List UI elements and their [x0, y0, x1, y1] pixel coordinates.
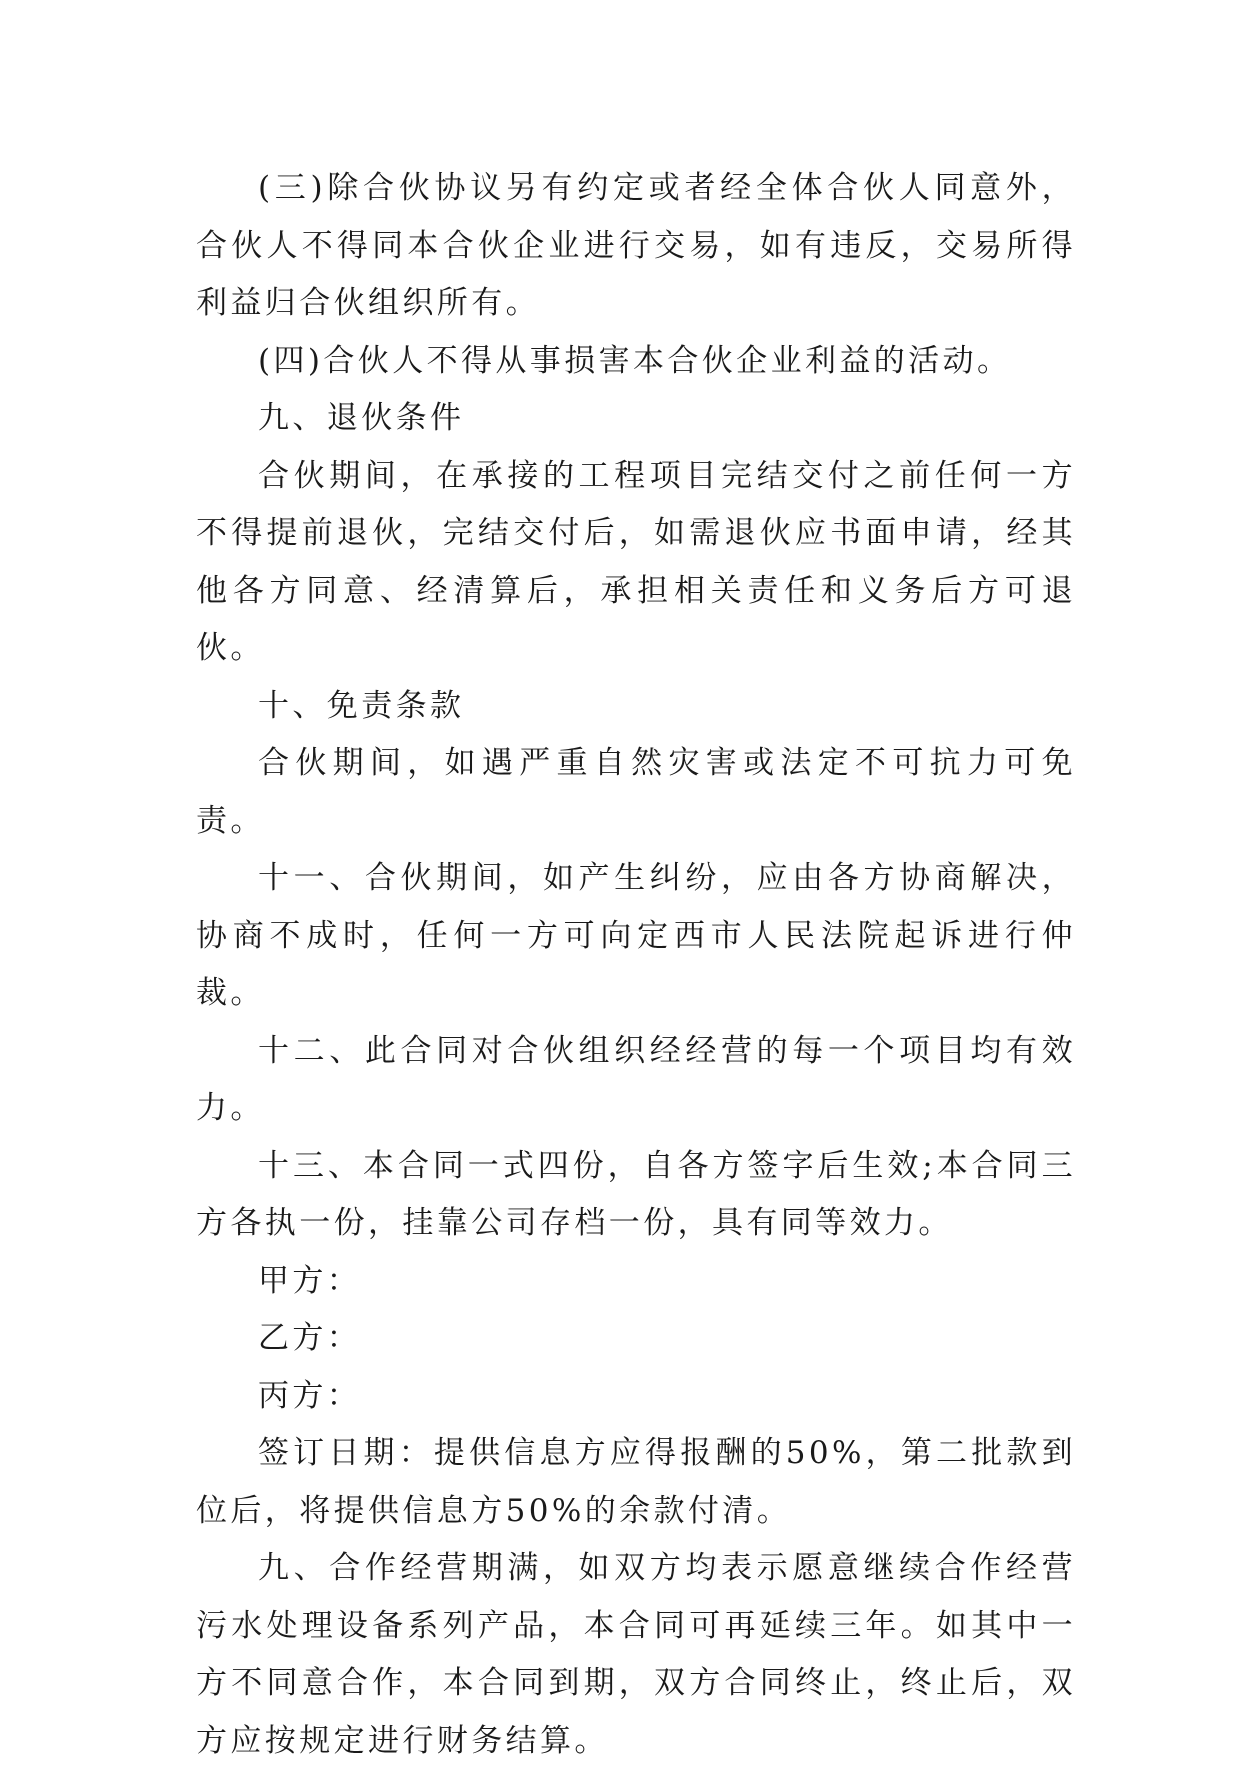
section-9-heading: 九、退伙条件 — [258, 400, 465, 436]
party-b-signature-line: 乙方： — [258, 1320, 362, 1356]
section-12-paragraph: 十二、此合同对合伙组织经经营的每一个项目均有效力。 — [196, 1032, 1076, 1126]
section-10-heading: 十、免责条款 — [258, 687, 465, 724]
term-renewal-paragraph: 九、合作经营期满，如双方均表示愿意继续合作经营污水处理设备系列产品，本合同可再延续三年。如其中一方不同意合作，本合同到期，双方合同终止，终止后，双方应按规定进行财务结算。 — [196, 1550, 1076, 1759]
document-body — [196, 160, 1076, 1770]
party-c-signature-line: 丙方： — [258, 1377, 362, 1414]
clause-4-paragraph: (四)合伙人不得从事损害本合伙企业利益的活动。 — [258, 342, 1012, 379]
section-9-paragraph: 合伙期间，在承接的工程项目完结交付之前任何一方不得提前退伙，完结交付后，如需退伙应书面申请，经其他各方同意、经清算后，承担相关责任和义务后方可退伙。 — [196, 457, 1076, 666]
clause-3-paragraph: (三)除合伙协议另有约定或者经全体合伙人同意外，合伙人不得同本合伙企业进行交易，如有违反，交易所得利益归合伙组织所有。 — [196, 170, 1076, 321]
party-a-signature-line: 甲方： — [258, 1262, 362, 1299]
section-11-paragraph: 十一、合伙期间，如产生纠纷，应由各方协商解决，协商不成时，任何一方可向定西市人民法院起诉进行仲裁。 — [196, 860, 1076, 1011]
section-10-paragraph: 合伙期间，如遇严重自然灾害或法定不可抗力可免责。 — [196, 745, 1076, 839]
section-13-paragraph: 十三、本合同一式四份，自各方签字后生效;本合同三方各执一份，挂靠公司存档一份，具有同等效力。 — [196, 1147, 1076, 1241]
signing-date-paragraph: 签订日期：提供信息方应得报酬的50%，第二批款到位后，将提供信息方50%的余款付清。 — [196, 1435, 1076, 1529]
